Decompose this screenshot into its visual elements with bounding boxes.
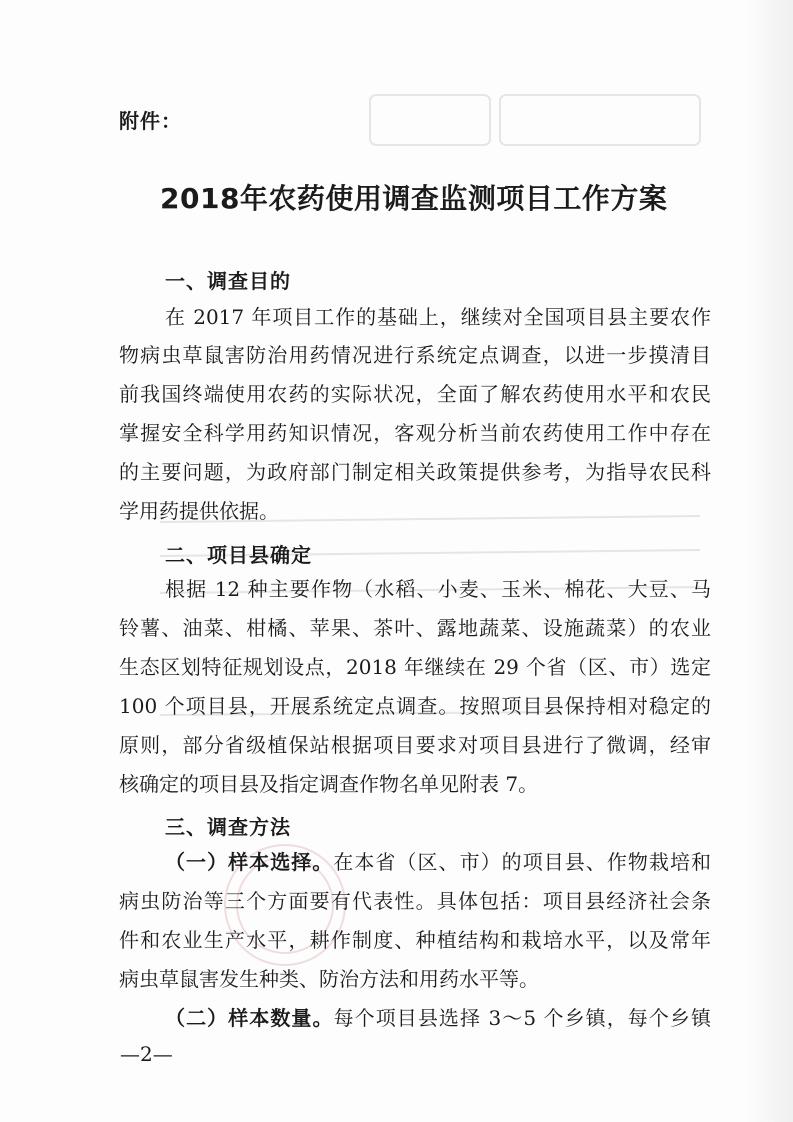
subsection-text: 在本省（区、市）的项目县、作物栽培和 — [333, 850, 712, 874]
paragraph-line: 物病虫草鼠害防治用药情况进行系统定点调查，以进一步摸清目 — [119, 343, 711, 367]
paragraph-line: 件和农业生产水平，耕作制度、种植结构和栽培水平，以及常年 — [119, 928, 711, 952]
paragraph-line: 生态区划特征规划设点，2018 年继续在 29 个省（区、市）选定 — [119, 655, 711, 679]
paragraph-line: 原则，部分省级植保站根据项目要求对项目县进行了微调，经审 — [119, 733, 711, 757]
paragraph-line: 学用药提供依据。 — [119, 499, 279, 523]
section-heading: 二、项目县确定 — [165, 543, 312, 567]
document-title: 2018年农药使用调查监测项目工作方案 — [160, 182, 668, 215]
paragraph-line: 100 个项目县，开展系统定点调查。按照项目县保持相对稳定的 — [119, 694, 711, 718]
subsection-text: 每个项目县选择 3～5 个乡镇，每个乡镇 — [333, 1006, 711, 1030]
paragraph-line: 的主要问题，为政府部门制定相关政策提供参考，为指导农民科 — [119, 460, 711, 484]
paragraph-line: 在 2017 年项目工作的基础上，继续对全国项目县主要农作 — [165, 305, 711, 329]
paragraph-line: 病虫防治等三个方面要有代表性。具体包括：项目县经济社会条 — [119, 889, 711, 913]
paragraph-line: 根据 12 种主要作物（水稻、小麦、玉米、棉花、大豆、马 — [165, 577, 711, 601]
paragraph-line: 核确定的项目县及指定调查作物名单见附表 7。 — [119, 772, 539, 796]
section-heading: 一、调查目的 — [165, 269, 291, 293]
attachment-label: 附件： — [119, 109, 182, 133]
subsection-label: （二）样本数量。 — [165, 1006, 334, 1030]
paragraph-line: 铃薯、油菜、柑橘、苹果、茶叶、露地蔬菜、设施蔬菜）的农业 — [119, 616, 711, 640]
paragraph-line: 掌握安全科学用药知识情况，客观分析当前农药使用工作中存在 — [119, 421, 711, 445]
subsection-first-line — [165, 1006, 711, 1030]
subsection-first-line — [165, 850, 711, 874]
page-number: —2— — [120, 1042, 173, 1066]
paragraph-line: 前我国终端使用农药的实际状况，全面了解农药使用水平和农民 — [119, 382, 711, 406]
subsection-label: （一）样本选择。 — [165, 850, 334, 874]
page-edge-shadow — [745, 0, 793, 1122]
section-heading: 三、调查方法 — [165, 815, 291, 839]
paragraph-line: 病虫草鼠害发生种类、防治方法和用药水平等。 — [119, 967, 539, 991]
